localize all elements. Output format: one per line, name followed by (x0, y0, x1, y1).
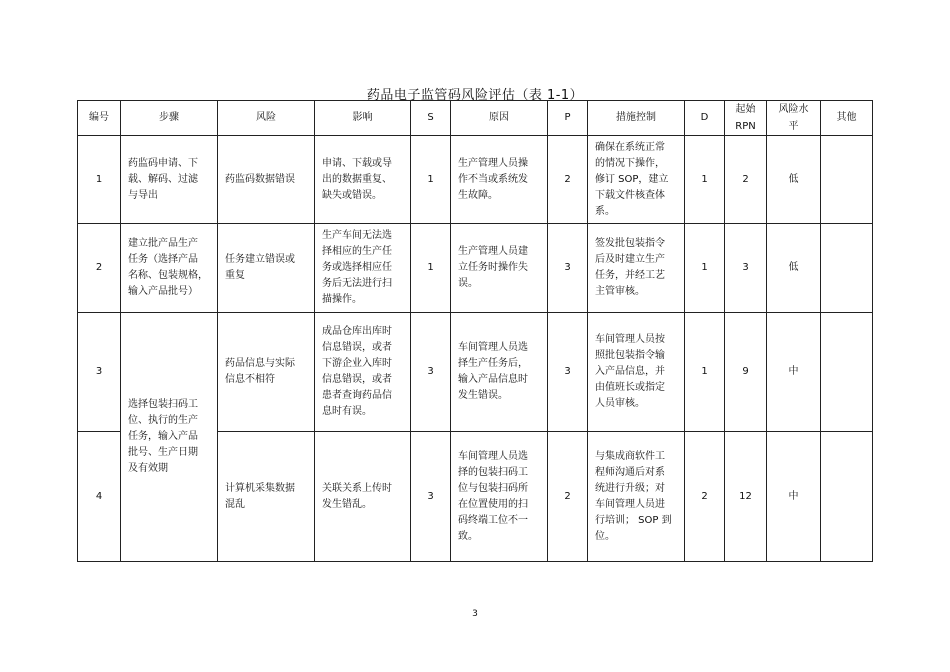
table-row (78, 224, 873, 313)
cell-other (821, 432, 873, 562)
cell-level: 中 (767, 313, 821, 432)
header-s: S (411, 101, 451, 136)
cell-d: 2 (685, 432, 725, 562)
cell-step: 建立批产品生产 任务（选择产品 名称、包装规格， 输入产品批号） (121, 224, 218, 313)
cell-impact: 申请、下载或导 出的数据重复、 缺失或错误。 (315, 136, 411, 224)
header-cause: 原因 (451, 101, 548, 136)
table-row (78, 136, 873, 224)
header-level: 风险水 平 (767, 101, 821, 136)
cell-no: 2 (78, 224, 121, 313)
header-control: 措施控制 (588, 101, 685, 136)
cell-control: 车间管理人员按 照批包装指令输 入产品信息，并 由值班长或指定 人员审核。 (588, 313, 685, 432)
cell-level: 低 (767, 136, 821, 224)
cell-no: 4 (78, 432, 121, 562)
header-no: 编号 (78, 101, 121, 136)
cell-rpn: 3 (725, 224, 767, 313)
header-p: P (548, 101, 588, 136)
cell-rpn: 9 (725, 313, 767, 432)
cell-step: 药监码申请、下 载、解码、过滤 与导出 (121, 136, 218, 224)
cell-impact: 关联关系上传时 发生错乱。 (315, 432, 411, 562)
cell-cause: 生产管理人员操 作不当或系统发 生故障。 (451, 136, 548, 224)
cell-rpn: 2 (725, 136, 767, 224)
page-number: 3 (472, 609, 478, 619)
header-d: D (685, 101, 725, 136)
cell-other (821, 313, 873, 432)
header-step: 步骤 (121, 101, 218, 136)
cell-d: 1 (685, 313, 725, 432)
cell-p: 3 (548, 313, 588, 432)
cell-rpn: 12 (725, 432, 767, 562)
cell-cause: 车间管理人员选 择生产任务后， 输入产品信息时 发生错误。 (451, 313, 548, 432)
table-title: 药品电子监管码风险评估（表 1-1） (366, 88, 584, 103)
cell-no: 3 (78, 313, 121, 432)
cell-p: 2 (548, 432, 588, 562)
risk-assessment-table (77, 100, 873, 562)
cell-level: 低 (767, 224, 821, 313)
cell-risk: 药监码数据错误 (218, 136, 315, 224)
cell-risk: 计算机采集数据 混乱 (218, 432, 315, 562)
cell-control: 与集成商软件工 程师沟通后对系 统进行升级；对 车间管理人员进 行培训； SOP 到 位。 (588, 432, 685, 562)
cell-no: 1 (78, 136, 121, 224)
header-risk: 风险 (218, 101, 315, 136)
cell-s: 3 (411, 432, 451, 562)
cell-step-merged: 选择包装扫码工 位、执行的生产 任务，输入产品 批号、生产日期 及有效期 (121, 313, 218, 562)
cell-level: 中 (767, 432, 821, 562)
header-impact: 影响 (315, 101, 411, 136)
cell-other (821, 224, 873, 313)
cell-p: 2 (548, 136, 588, 224)
cell-control: 签发批包装指令 后及时建立生产 任务，并经工艺 主管审核。 (588, 224, 685, 313)
cell-s: 1 (411, 224, 451, 313)
cell-s: 3 (411, 313, 451, 432)
cell-s: 1 (411, 136, 451, 224)
cell-d: 1 (685, 136, 725, 224)
header-rpn: 起始 RPN (725, 101, 767, 136)
cell-cause: 车间管理人员选 择的包装扫码工 位与包装扫码所 在位置使用的扫 码终端工位不一 致。 (451, 432, 548, 562)
cell-impact: 成品仓库出库时 信息错误，或者 下游企业入库时 信息错误，或者 患者查询药品信 息时有误。 (315, 313, 411, 432)
cell-control: 确保在系统正常 的情况下操作， 修订 SOP，建立 下载文件核查体 系。 (588, 136, 685, 224)
cell-other (821, 136, 873, 224)
cell-impact: 生产车间无法选 择相应的生产任 务或选择相应任 务后无法进行扫 描操作。 (315, 224, 411, 313)
header-row (78, 101, 873, 136)
cell-cause: 生产管理人员建 立任务时操作失 误。 (451, 224, 548, 313)
cell-d: 1 (685, 224, 725, 313)
cell-risk: 任务建立错误或 重复 (218, 224, 315, 313)
cell-p: 3 (548, 224, 588, 313)
cell-risk: 药品信息与实际 信息不相符 (218, 313, 315, 432)
header-other: 其他 (821, 101, 873, 136)
table-row (78, 313, 873, 432)
